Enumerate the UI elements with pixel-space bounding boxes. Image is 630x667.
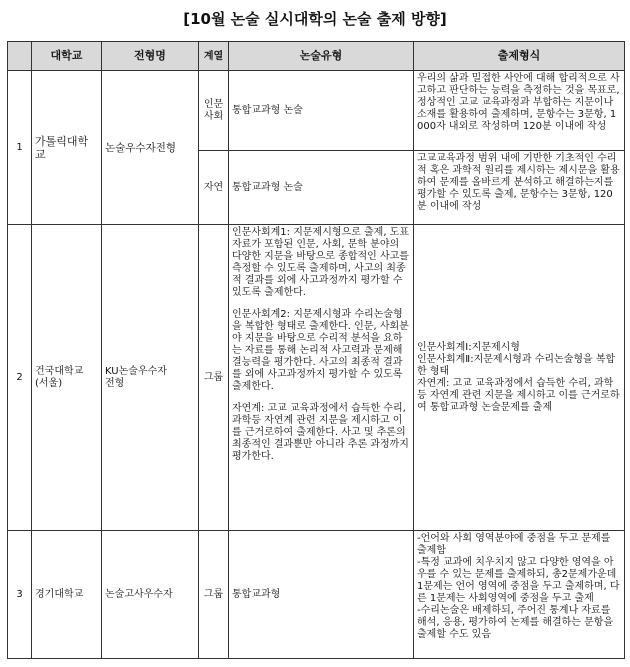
- row-number: 1: [8, 71, 32, 225]
- header-admission: 전형명: [102, 42, 199, 71]
- essay-type-cell: 통합교과형: [229, 531, 414, 659]
- header-track: 계열: [199, 42, 229, 71]
- track-cell: 그룹: [199, 531, 229, 659]
- format-cell: [414, 531, 625, 659]
- admission-cell: 논술고사우수자: [102, 531, 199, 659]
- table-header-row: [8, 42, 625, 71]
- university-label: 건국대학교 (서울): [35, 365, 84, 389]
- table-row: [8, 531, 625, 659]
- essay-paragraph-1: 인문사회계1: 지문제시형으로 출제, 도표자료가 포함된 인문, 사회, 문학 분야의 다양한 지문을 바탕으로 종합적인 사고를 측정할 수 있도록 출제하며, 사고의 최종적 결과를 외에 사고과정까지 평가할 수 있도록 출제한다.: [232, 227, 410, 298]
- format-text: -언어와 사회 영역분야에 중점을 두고 문제를 출제함 -특정 교과에 치우치지 않고 다양한 영역을 아우를 수 있는 문제를 출제하되, 총2문제가운데 1문제는 언어 영역에 중점을 두고 출제하며, 다른 1문제는 사회영역에 중점을 두고 출제 -수리논술은 배제하되, 주어진 통계나 자료를 해석, 응용, 평가하여 논제를 해결하는 문항을 출제할 수도 있음: [417, 533, 620, 640]
- essay-direction-table: [7, 41, 625, 659]
- format-cell: 고교교육과정 범위 내에 기반한 기초적인 수리적 혹은 과학적 원리를 제시하는 제시문을 활용하여 문제를 올바르게 분석하고 해결하는지를 평가할 수 있도록 출제, 문항수는 3문항, 120분 이내에 작성: [414, 151, 625, 225]
- row-number: 2: [8, 225, 32, 531]
- university-cell: [32, 225, 102, 531]
- format-cell: [414, 225, 625, 531]
- row-number: 3: [8, 531, 32, 659]
- essay-type-cell: [229, 225, 414, 531]
- track-cell: [199, 71, 229, 151]
- university-cell: 경기대학교: [32, 531, 102, 659]
- track-label: 인문 사회: [203, 98, 224, 122]
- format-cell: 우리의 삶과 밀접한 사안에 대해 합리적으로 사고하고 판단하는 능력을 측정하는 것을 목표로, 정상적인 고교 교육과정과 부합하는 지문이나 소재를 활용하여 출제하며, 문항수는 3문항, 1000자 내외로 작성하며 120분 이내에 작성: [414, 71, 625, 151]
- essay-paragraph-2: 인문사회계2: 지문제시형과 수리논술형을 복합한 형태로 출제한다. 인문, 사회분야 지문을 바탕으로 수리적 분석을 요하는 자료를 통해 논리적 사고력과 문제해결능력을 평가한다. 사고의 최종적 결과를 외에 사고과정까지 평가할 수 있도록 출제한다.: [232, 309, 409, 392]
- essay-type-cell: 통합교과형 논술: [229, 151, 414, 225]
- university-cell: 가톨릭대학교: [32, 71, 102, 225]
- header-essay-type: 논술유형: [229, 42, 414, 71]
- admission-label: KU논술우수자 전형: [105, 365, 167, 389]
- table-row: [8, 71, 625, 151]
- format-text: 인문사회계Ⅰ:지문제시형 인문사회계Ⅱ:지문제시형과 수리논술형을 복합한 형태 자연계: 고교 교육과정에서 습득한 수리, 과학 등 자연계 관련 지문을 제시하고 이를 근거로하여 통합교과형 논술문제를 출제: [417, 341, 620, 413]
- header-format: 출제형식: [414, 42, 625, 71]
- header-university: 대학교: [32, 42, 102, 71]
- track-cell: 자연: [199, 151, 229, 225]
- header-no: [8, 42, 32, 71]
- essay-type-cell: 통합교과형 논술: [229, 71, 414, 151]
- table-row: [8, 225, 625, 531]
- admission-cell: [102, 225, 199, 531]
- essay-paragraph-3: 자연계: 고교 교육과정에서 습득한 수리, 과학등 자연계 관련 지문을 제시하고 이를 근거로하여 출제한다. 사고 및 추론의 최종적인 결과뿐만 아니라 추론 과정까지 평가한다.: [232, 403, 409, 462]
- track-cell: 그룹: [199, 225, 229, 531]
- admission-cell: 논술우수자전형: [102, 71, 199, 225]
- page-title: [10월 논술 실시대학의 논술 출제 방향]: [183, 10, 447, 28]
